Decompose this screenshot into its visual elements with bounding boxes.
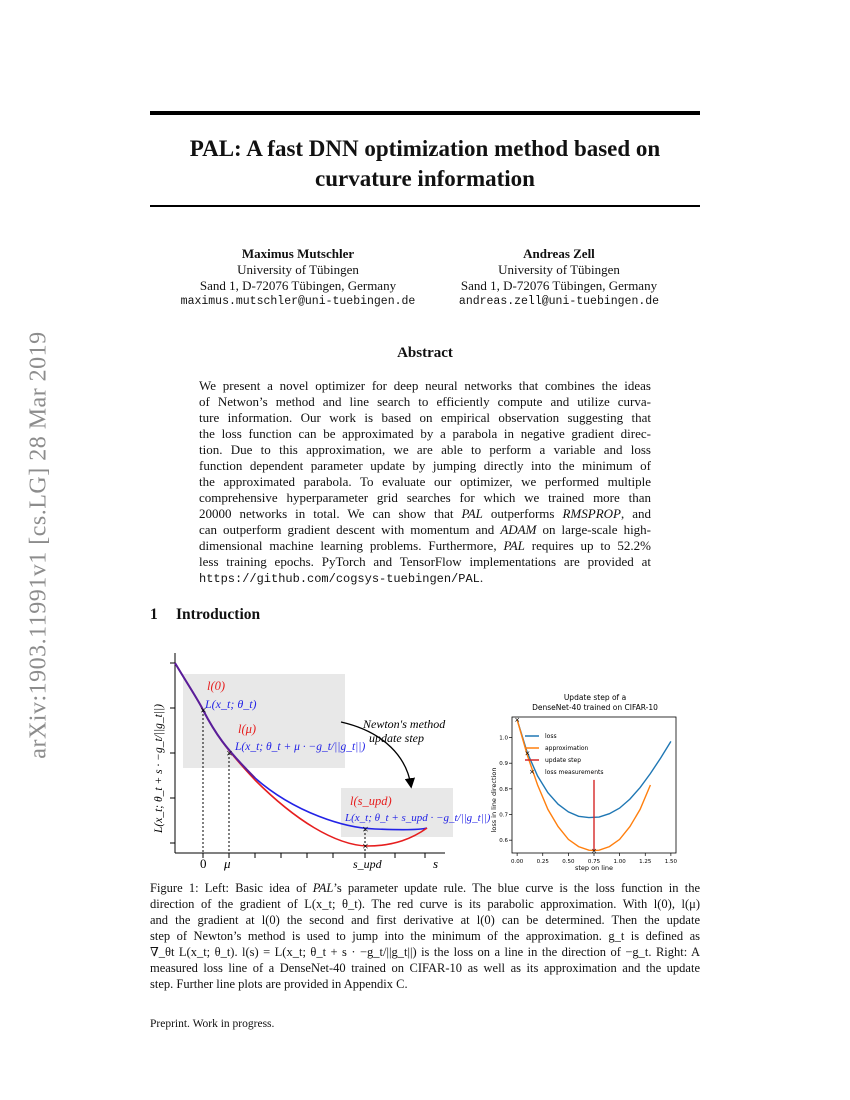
title-top-rule xyxy=(150,111,700,115)
author-affiliation: University of Tübingen xyxy=(237,262,359,277)
label-l0: l(0) xyxy=(207,679,226,693)
chart-y-label: loss in line direction xyxy=(490,767,498,833)
loss-measurement-point: × xyxy=(514,716,521,725)
label-lmu: l(μ) xyxy=(238,722,257,736)
loss-measurement-point: × xyxy=(524,749,531,758)
figure-left-diagram xyxy=(145,648,491,873)
label-Lsupd: L(x_t; θ_t + s_upd · −g_t/||g_t||) xyxy=(345,812,491,824)
abstract-line xyxy=(199,522,651,538)
abstract-line xyxy=(199,506,651,522)
abstract-line xyxy=(199,538,651,554)
tick-label-supd: s_upd xyxy=(353,857,382,871)
legend-marker: × xyxy=(529,768,535,776)
abstract-body xyxy=(199,378,651,587)
abstract-heading: Abstract xyxy=(397,345,453,361)
abstract-line: the approximated parabola. To evaluate our optimizer, we performed multiple xyxy=(199,474,651,489)
x-tick-label: 1.00 xyxy=(613,859,626,865)
section-title: Introduction xyxy=(176,606,261,623)
caption-line: step. Further line plots are provided in Appendix C. xyxy=(150,977,408,991)
newton-label-1: Newton's method xyxy=(363,717,446,731)
abstract-line xyxy=(199,570,651,587)
author-block-1 xyxy=(176,246,420,310)
y-axis-label: L(x_t; θ_t + s · −g_t/||g_t||) xyxy=(153,703,165,833)
y-tick-label: 0.7 xyxy=(499,812,508,819)
abstract-line: ture information. Our work is based on empirical observation suggesting that xyxy=(199,410,651,425)
github-link[interactable]: https://github.com/cogsys-tuebingen/PAL xyxy=(199,572,480,586)
label-L0: L(x_t; θ_t) xyxy=(205,697,257,711)
caption-line: direction of the gradient of L(x_t; θ_t). The red curve is its parabolic approximation. With l(0), l(μ) xyxy=(150,897,700,911)
author-email: maximus.mutschler@uni-tuebingen.de xyxy=(180,295,416,308)
caption-text: Figure 1: Left: Basic idea of xyxy=(150,881,313,895)
label-Lmu: L(x_t; θ_t + μ · −g_t/||g_t||) xyxy=(235,741,366,753)
caption-line xyxy=(150,880,700,896)
newton-label-2: update step xyxy=(369,731,424,745)
emph-adam: ADAM xyxy=(500,522,537,537)
author-name: Maximus Mutschler xyxy=(241,246,355,261)
title-bottom-rule xyxy=(150,205,700,207)
legend-approximation: approximation xyxy=(545,745,589,752)
author-address: Sand 1, D-72076 Tübingen, Germany xyxy=(199,278,397,293)
point-marker: × xyxy=(200,703,207,717)
legend-update-step: update step xyxy=(545,757,582,764)
tick-label-s: s xyxy=(433,856,439,871)
legend-loss: loss xyxy=(545,733,557,740)
point-marker: × xyxy=(362,822,369,836)
abstract-text: . xyxy=(479,570,484,585)
author-block-2 xyxy=(436,246,682,310)
caption-line: measured loss line of a DenseNet-40 trained on CIFAR-10 as well as its approximation and the update xyxy=(150,961,700,975)
point-marker: × xyxy=(226,746,233,760)
abstract-text: dimensional machine learning problems. Furthermore, xyxy=(199,538,497,553)
figure-right-chart xyxy=(485,690,690,875)
chart-x-label: step on line xyxy=(574,864,614,872)
point-marker: × xyxy=(362,839,369,853)
author-address: Sand 1, D-72076 Tübingen, Germany xyxy=(460,278,658,293)
x-tick-label: 0.50 xyxy=(562,859,575,865)
x-tick-label: 0.75 xyxy=(587,859,601,865)
abstract-text: can outperform gradient descent with momentum and xyxy=(199,522,495,537)
caption-line: step of Newton’s method is used to jump into the minimum of the approximation. g_t is defined as xyxy=(150,929,700,943)
caption-line: ∇_θt L(x_t; θ_t). l(s) = L(x_t; θ_t + s · −g_t/||g_t||) is the loss on a line in the direction of −g_t. Right: A xyxy=(150,945,700,959)
legend-loss-measurements: loss measurements xyxy=(545,769,604,776)
section-heading-introduction xyxy=(150,606,260,624)
loss-measurement-point: × xyxy=(591,846,597,855)
x-tick-label: 0.25 xyxy=(536,859,549,865)
x-tick-label: 1.50 xyxy=(664,859,677,865)
chart-title-line-1: Update step of a xyxy=(563,693,627,702)
caption-line: and the gradient at l(0) the second and first derivative at l(0) can be determined. Then the update xyxy=(150,913,700,927)
abstract-line: of Netwon’s method and line search to efficiently compute and utilize curva- xyxy=(199,394,651,409)
author-email: andreas.zell@uni-tuebingen.de xyxy=(458,295,660,308)
abstract-text: , and xyxy=(620,506,652,521)
emph-pal: PAL xyxy=(312,881,334,895)
abstract-line: comprehensive hyperparameter grid searches for which we trained more than xyxy=(199,490,651,505)
figure-caption xyxy=(150,880,700,992)
series-approximation xyxy=(517,720,650,851)
abstract-text: 20000 networks in total. We can show that xyxy=(199,506,454,521)
abstract-line: less training epochs. PyTorch and TensorFlow implementations are provided at xyxy=(199,554,651,569)
footer-note: Preprint. Work in progress. xyxy=(150,1018,275,1030)
x-tick-label: 0.00 xyxy=(511,859,524,865)
arxiv-sidebar-id: arXiv:1903.11991v1 [cs.LG] 28 Mar 2019 xyxy=(25,331,52,759)
tick-label-0: 0 xyxy=(200,856,207,871)
emph-rmsprop: RMSPROP xyxy=(562,506,621,521)
emph-pal: PAL xyxy=(461,506,483,521)
series-layer xyxy=(514,716,671,855)
abstract-text: outperforms xyxy=(482,506,563,521)
title-line-1: PAL: A fast DNN optimization method based on xyxy=(189,136,661,161)
y-tick-label: 1.0 xyxy=(499,735,508,742)
y-tick-label: 0.6 xyxy=(499,838,508,845)
title-line-2: curvature information xyxy=(315,166,535,191)
abstract-line: We present a novel optimizer for deep neural networks that combines the ideas xyxy=(199,378,651,393)
caption-text: ’s parameter update rule. The blue curve is the loss function in the xyxy=(333,881,700,895)
y-tick-label: 0.8 xyxy=(499,786,508,793)
chart-legend xyxy=(525,733,603,776)
author-name: Andreas Zell xyxy=(523,246,595,261)
label-lsupd: l(s_upd) xyxy=(350,794,392,808)
abstract-text: requires up to 52.2% xyxy=(524,538,652,553)
section-number: 1 xyxy=(150,606,158,623)
abstract-text: on large-scale high- xyxy=(536,522,652,537)
tick-label-mu: μ xyxy=(224,856,231,871)
abstract-line: the loss function can be approximated by a parabola in negative gradient direc- xyxy=(199,426,651,441)
abstract-line: function dependent parameter update by jumping directly into the minimum of xyxy=(199,458,651,473)
emph-pal: PAL xyxy=(503,538,525,553)
y-tick-label: 0.9 xyxy=(499,761,508,768)
x-tick-label: 1.25 xyxy=(639,859,652,865)
author-affiliation: University of Tübingen xyxy=(498,262,620,277)
chart-title-line-2: DenseNet-40 trained on CIFAR-10 xyxy=(532,703,658,712)
paper-title xyxy=(150,134,700,194)
abstract-line: tion. Due to this approximation, we are able to perform a variable and loss xyxy=(199,442,651,457)
